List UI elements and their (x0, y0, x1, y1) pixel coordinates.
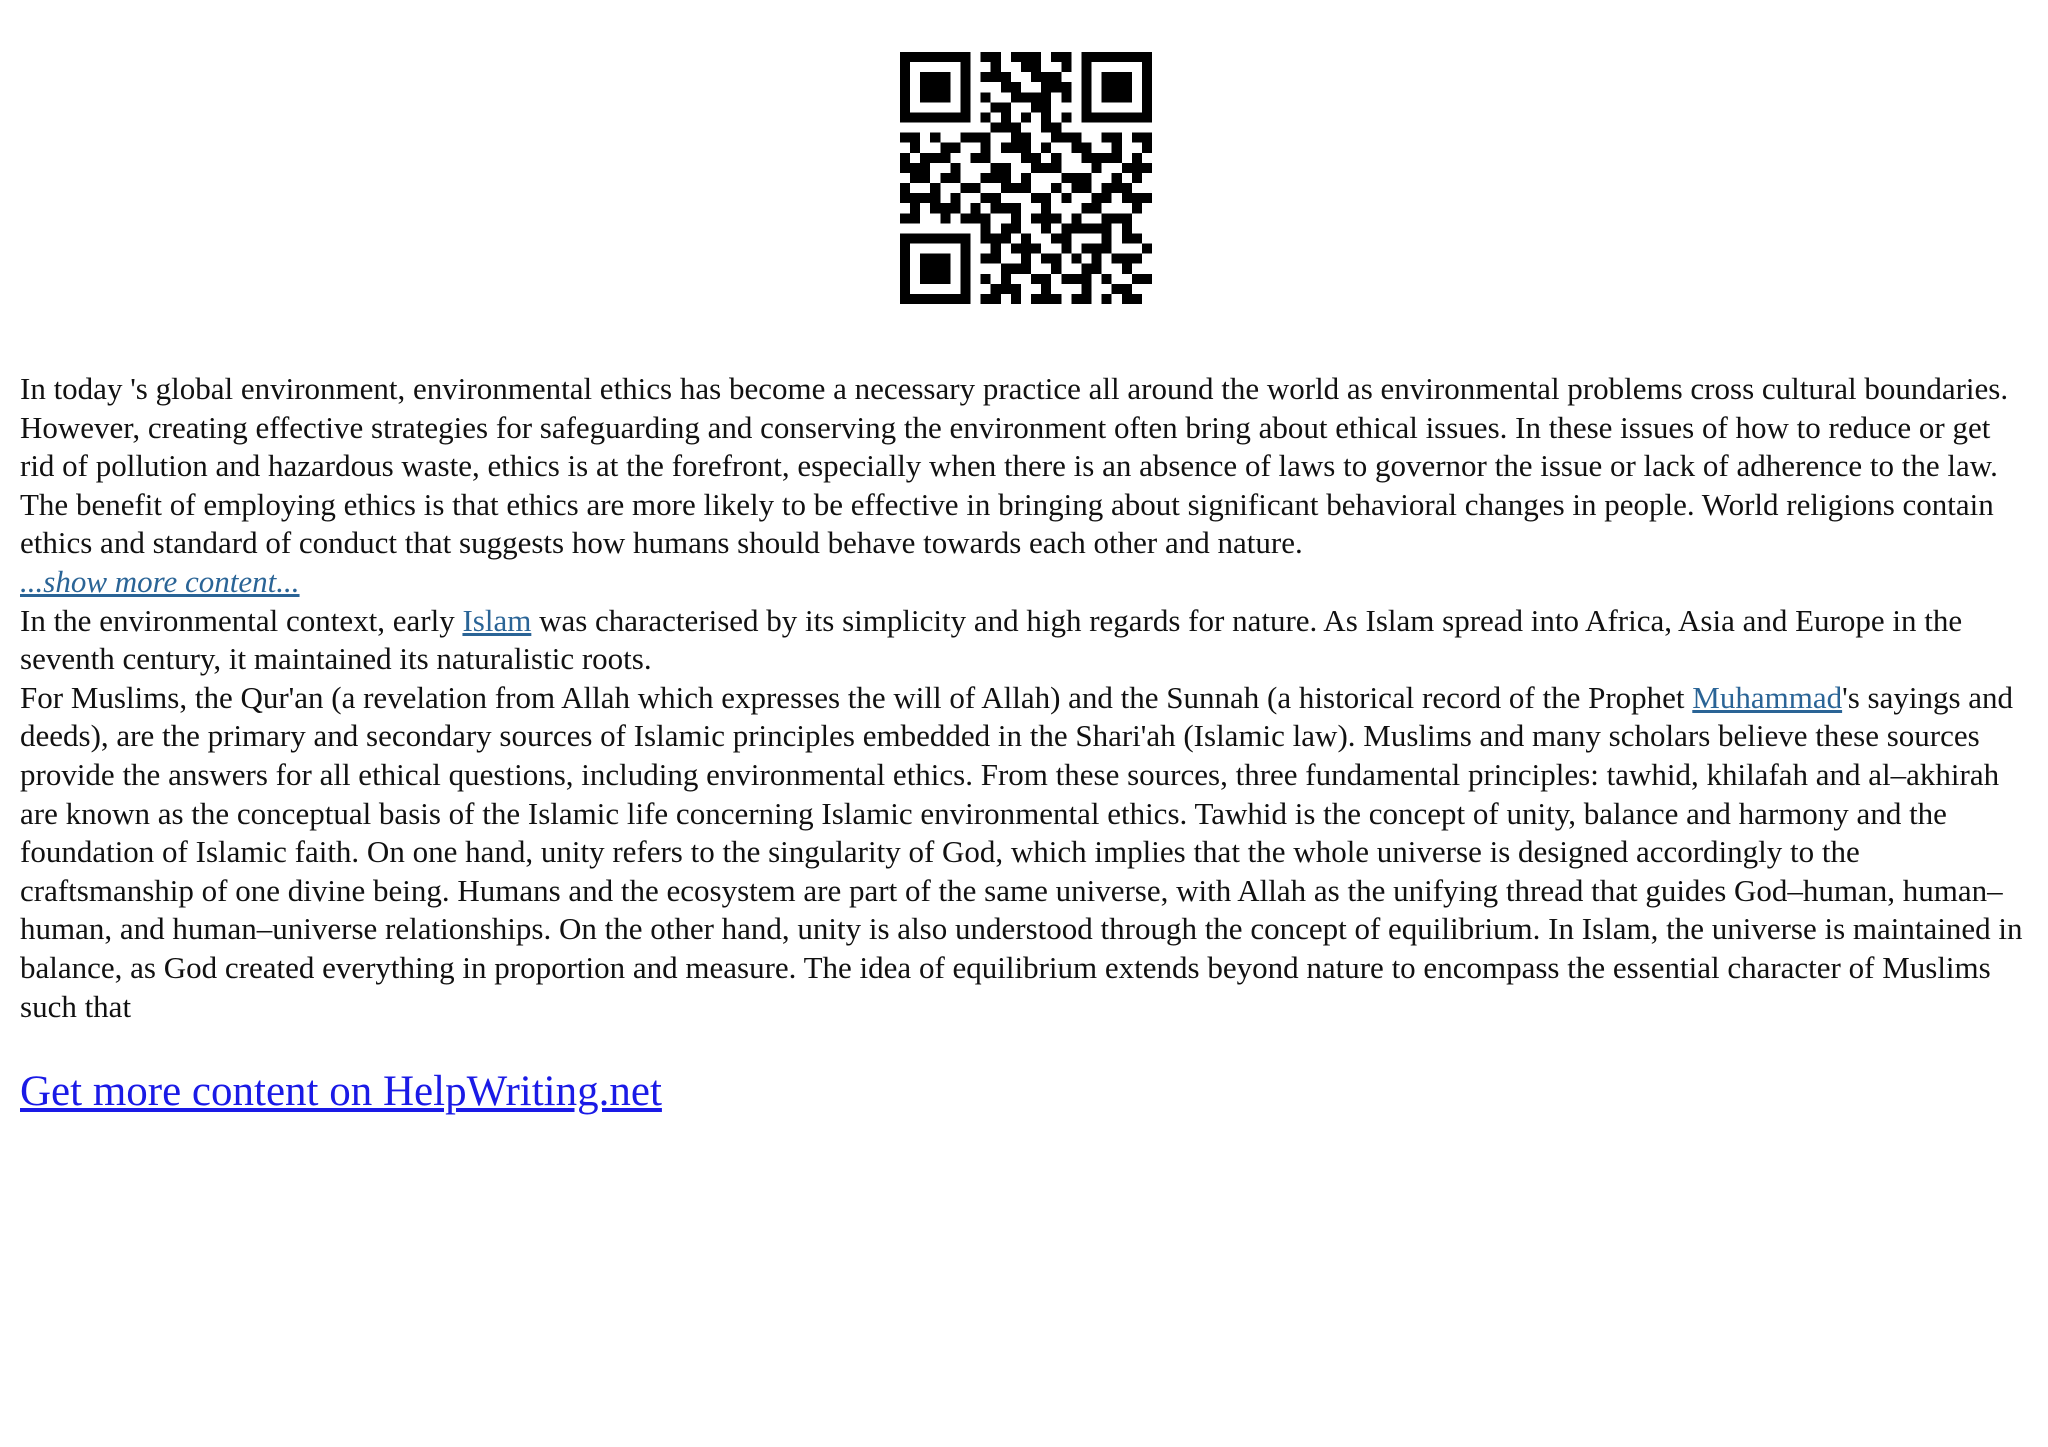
get-more-content-link[interactable]: Get more content on HelpWriting.net (20, 1068, 662, 1115)
article-body (20, 370, 2030, 1026)
footer-cta (20, 1066, 662, 1118)
muhammad-link[interactable]: Muhammad (1692, 679, 1843, 715)
show-more-link[interactable]: ...show more content... (20, 563, 300, 599)
show-more-row (20, 563, 2030, 602)
paragraph-text: For Muslims, the Qur'an (a revelation from Allah which expresses the will of Allah) and the Sunnah (a historical record of the Prophet (20, 679, 1693, 715)
paragraph-islam-context (20, 602, 2030, 679)
qr-code (900, 52, 1152, 304)
paragraph-sources (20, 679, 2030, 1026)
islam-link[interactable]: Islam (462, 602, 532, 638)
qr-code-icon (900, 52, 1152, 304)
paragraph-text: In the environmental context, early (20, 602, 463, 638)
paragraph-intro: In today 's global environment, environmental ethics has become a necessary practice all around the world as environmental problems cross cultural boundaries. However, creating effective strategies for safeguarding and conserving the environment often bring about ethical issues. In these issues of how to reduce or get rid of pollution and hazardous waste, ethics is at the forefront, especially when there is an absence of laws to governor the issue or lack of adherence to the law. The benefit of employing ethics is that ethics are more likely to be effective in bringing about significant behavioral changes in people. World religions contain ethics and standard of conduct that suggests how humans should behave towards each other and nature. (20, 371, 2009, 561)
paragraph-text: 's sayings and deeds), are the primary and secondary sources of Islamic principles embedded in the Shari'ah (Islamic law). Muslims and many scholars believe these sources provide the answers for all ethical questions, including environmental ethics. From these sources, three fundamental principles: tawhid, khilafah and al–akhirah are known as the conceptual basis of the Islamic life concerning Islamic environmental ethics. Tawhid is the concept of unity, balance and harmony and the foundation of Islamic faith. On one hand, unity refers to the singularity of God, which implies that the whole universe is designed accordingly to the craftsmanship of one divine being. Humans and the ecosystem are part of the same universe, with Allah as the unifying thread that guides God–human, human–human, and human–universe relationships. On the other hand, unity is also understood through the concept of equilibrium. In Islam, the universe is maintained in balance, as God created everything in proportion and measure. The idea of equilibrium extends beyond nature to encompass the essential character of Muslims such that (20, 679, 2023, 1024)
paragraph-text: was characterised by its simplicity and high regards for nature. As Islam spread into Africa, Asia and Europe in the seventh century, it maintained its naturalistic roots. (20, 602, 1963, 677)
